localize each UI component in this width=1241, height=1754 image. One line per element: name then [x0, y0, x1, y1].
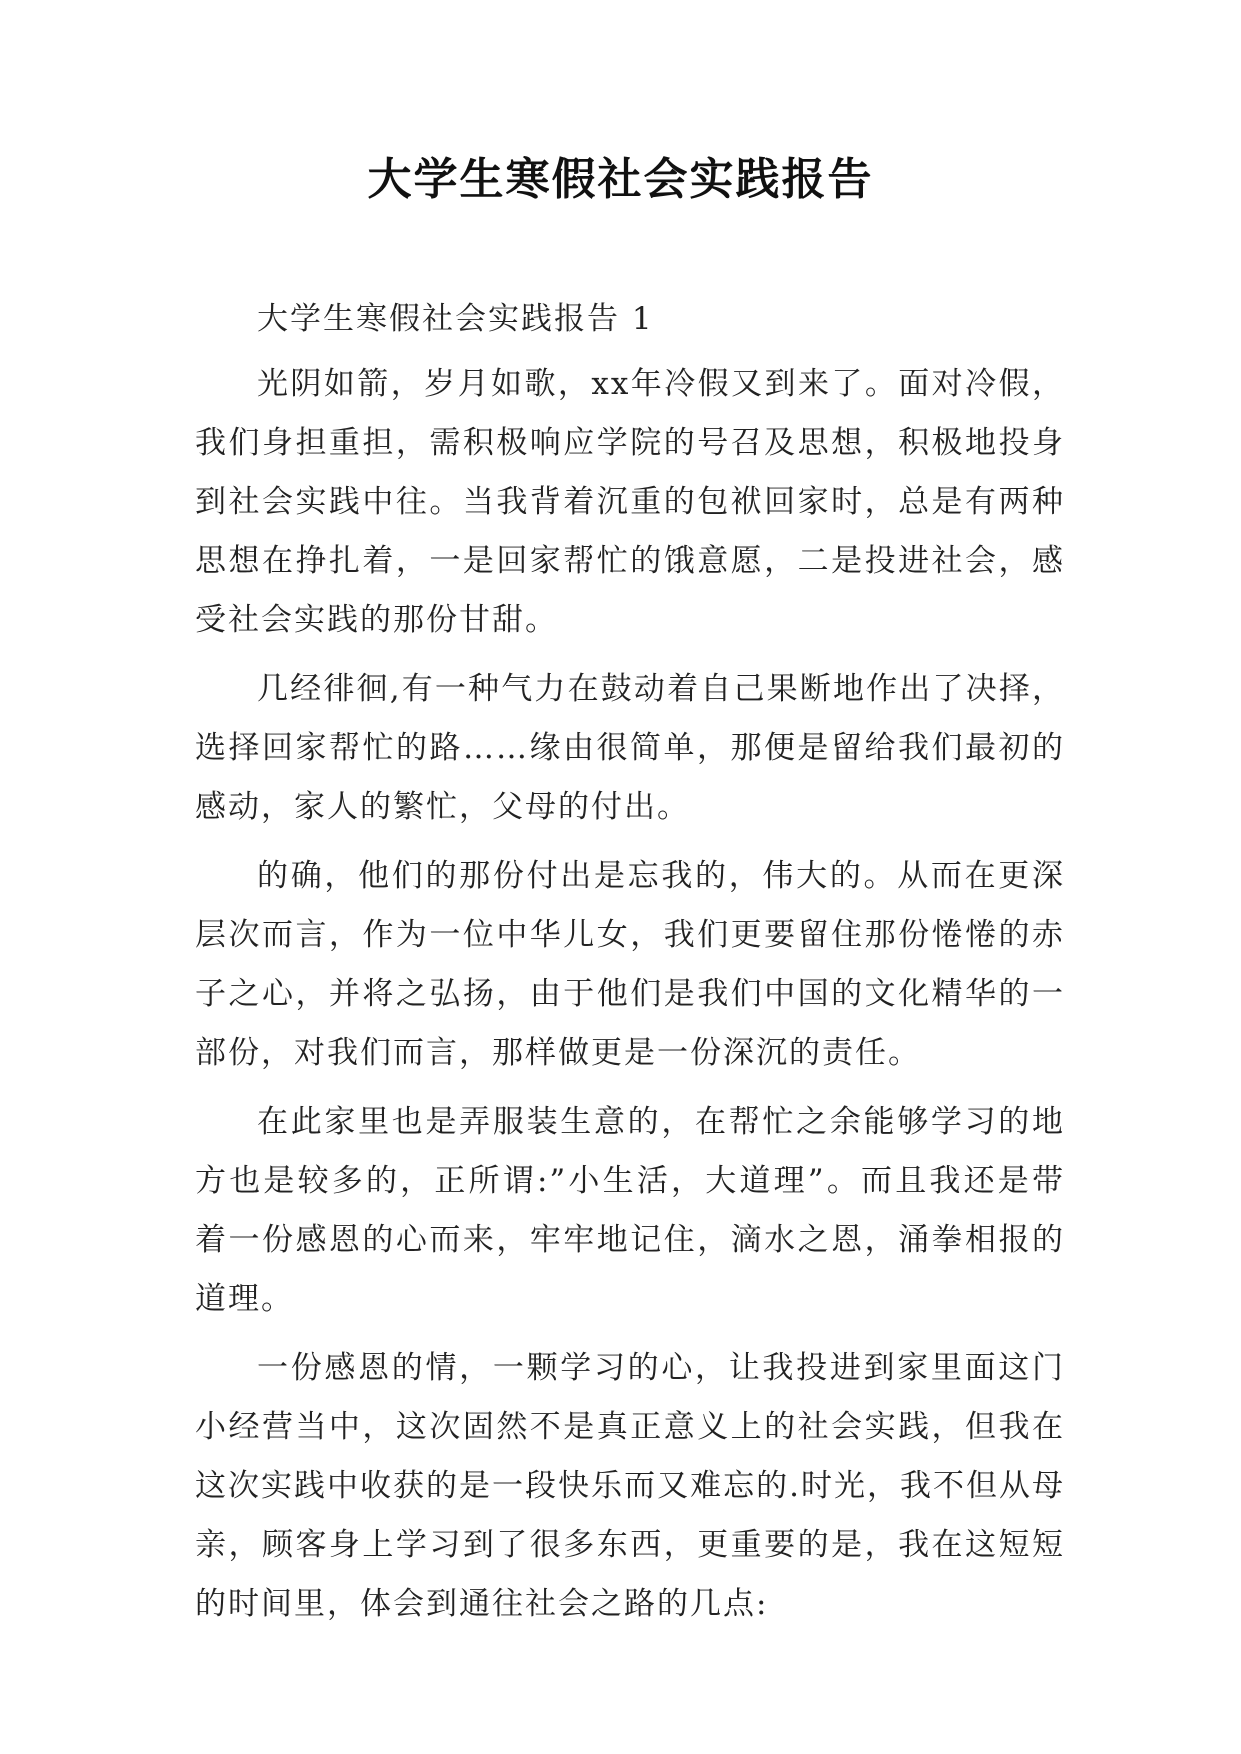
- report-subtitle: 大学生寒假社会实践报告 1: [257, 301, 654, 337]
- paragraph: 光阴如箭，岁月如歌，xx年冷假又到来了。面对冷假，我们身担重担，需积极响应学院的号召及思想，积极地投身到社会实践中往。当我背着沉重的包袱回家时，总是有两种思想在挣扎着，一是回家帮忙的饿意愿，二是投进社会，感受社会实践的那份甘甜。: [195, 366, 1065, 638]
- paragraph: 在此家里也是弄服装生意的，在帮忙之余能够学习的地方也是较多的，正所谓:”小生活，大道理”。而且我还是带着一份感恩的心而来，牢牢地记住，滴水之恩，涌拳相报的道理。: [195, 1104, 1065, 1317]
- paragraph: 的确，他们的那份付出是忘我的，伟大的。从而在更深层次而言，作为一位中华儿女，我们更要留住那份惓惓的赤子之心，并将之弘扬，由于他们是我们中国的文化精华的一部份，对我们而言，那样做更是一份深沉的责任。: [195, 858, 1065, 1071]
- paragraph: 一份感恩的情，一颗学习的心，让我投进到家里面这门小经营当中，这次固然不是真正意义上的社会实践，但我在这次实践中收获的是一段快乐而又难忘的.时光，我不但从母亲，顾客身上学习到了很多东西，更重要的是，我在这短短的时间里，体会到通往社会之路的几点:: [195, 1350, 1065, 1622]
- paragraph: 几经徘徊,有一种气力在鼓动着自己果断地作出了决择，选择回家帮忙的路……缘由很简单，那便是留给我们最初的感动，家人的繁忙，父母的付出。: [195, 671, 1065, 825]
- document-title: 大学生寒假社会实践报告: [367, 154, 874, 205]
- document-body: [195, 290, 1065, 1644]
